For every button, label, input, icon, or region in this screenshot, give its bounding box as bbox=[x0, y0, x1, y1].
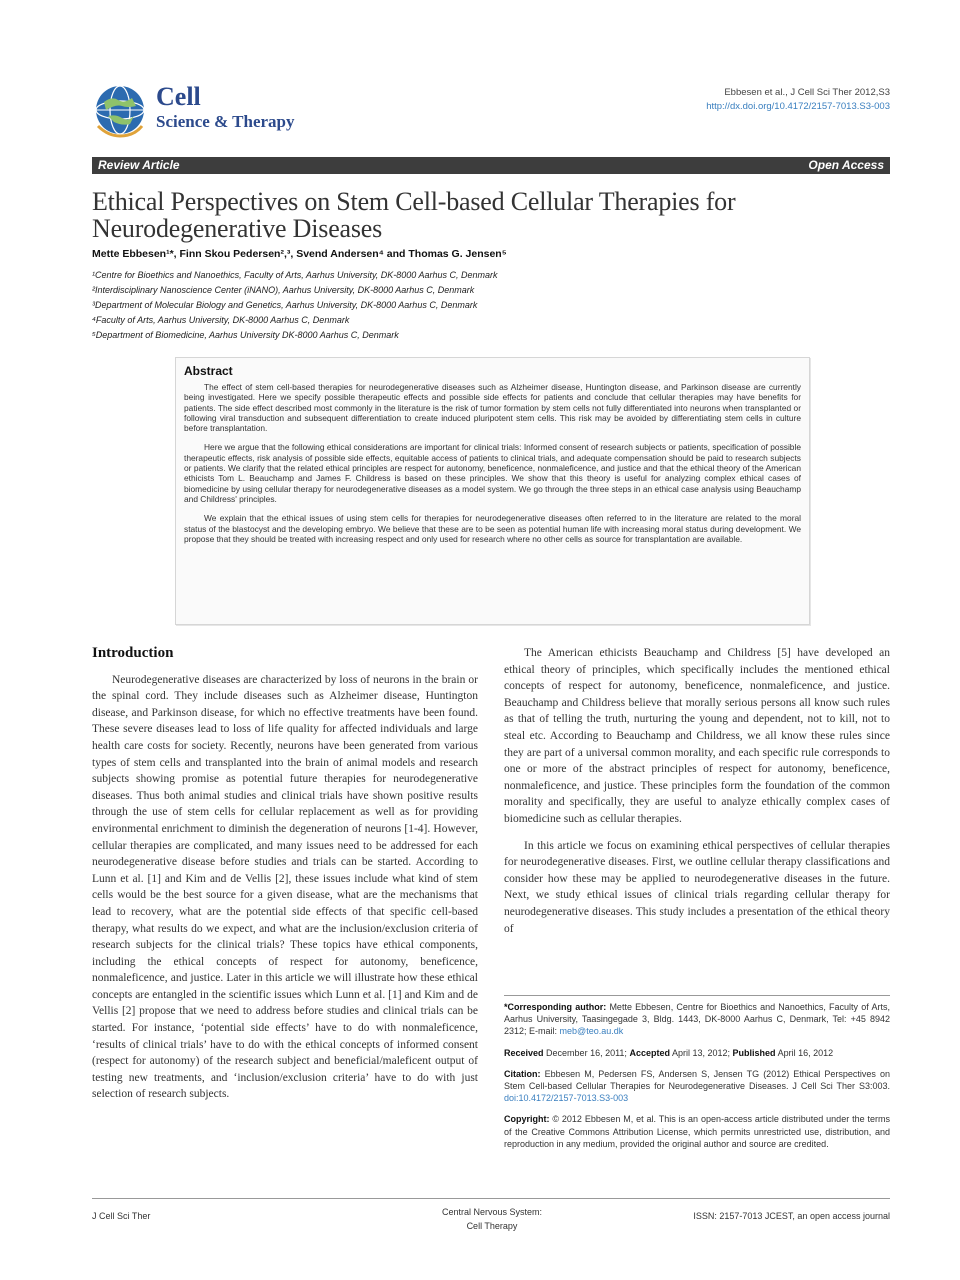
abstract-paragraph: We explain that the ethical issues of using stem cells for therapies for neurodegenerative diseases often referred to in the literature are related to the moral status of the blastocyst and the developing embryo. We believe that these are to be seen as potential human life with increasing moral status during development. We propose that they should be treated with increasing respect and only used for research where no other cells as source for transplantation are available. bbox=[184, 513, 801, 544]
journal-subtitle: Science & Therapy bbox=[156, 112, 295, 131]
abstract-heading: Abstract bbox=[184, 364, 233, 378]
abstract-box bbox=[175, 357, 810, 625]
affiliation-item: ¹Centre for Bioethics and Nanoethics, Faculty of Arts, Aarhus University, DK-8000 Aarhus C, Denmark bbox=[92, 270, 498, 280]
introduction-heading: Introduction bbox=[92, 645, 174, 661]
footnote-divider bbox=[504, 995, 890, 996]
citation-short: Ebbesen et al., J Cell Sci Ther 2012,S3 bbox=[724, 87, 890, 98]
copyright-note bbox=[504, 1113, 890, 1150]
header-citation bbox=[706, 86, 890, 114]
body-column-right bbox=[504, 645, 890, 937]
doi-link[interactable]: http://dx.doi.org/10.4172/2157-7013.S3-003 bbox=[706, 101, 890, 112]
copyright-text: © 2012 Ebbesen M, et al. This is an open-access article distributed under the terms of the Creative Commons Attribution License, which permits unrestricted use, distribution, and reproduction in any medium, provided the original author and source are credited. bbox=[504, 1114, 890, 1149]
citation-text: Ebbesen M, Pedersen FS, Andersen S, Jensen TG (2012) Ethical Perspectives on Stem Cell-based Cellular Therapies for Neurodegenerative Diseases. J Cell Sci Ther S3:003. bbox=[504, 1068, 890, 1092]
body-paragraph: Neurodegenerative diseases are characterized by loss of neurons in the brain or the spinal cord. They include diseases such as Alzheimer disease, Huntington disease, and Parkinson disease, for which no effective treatments have been found. These severe diseases lead to loss of life quality for affected individuals and large health care costs for society. Recently, neurons have been generated from various types of stem cells and transplanted into the brain of animal models and research subjects showing promise as potential future therapies for neurodegenerative diseases. Thus both animal studies and clinical trials have shown positive results through the use of stem cells for cellular replacement as well as for providing environmental enrichment to diminish the degeneration of neurons [1-4]. However, cellular therapies are complicated, and many issues need to be addressed for each neurodegenerative disease before studies and trials can be started. According to Lunn et al. [1] and Kim and de Vellis [2], these issues include what kind of stem cells would be the best source for a given disease, what are the mechanisms that lead to recovery, what are the potential side effects of that specific cell-based therapy, what results do we expect, and what are the inclusion/exclusion criteria of research subjects for the clinical trials? These topics have ethical components, including the ethical concepts of respect for autonomy, beneficence, nonmaleficence, and justice. Later in this article we will illustrate how these ethical concepts are entangled in the scientific issues which Lunn et al. [1] and Kim and de Vellis [2] propose that we need to address before studies and clinical trials can be started. For instance, ‘potential side effects’ have to do with nonmaleficence, ‘results of clinical trials’ have to do with the ethical concepts of informed consent (respect for autonomy) of the research subject and beneficial/maleficent output of testing new treatments, and ‘inclusion/exclusion criteria’ have to do with just selection of research subjects. bbox=[92, 673, 478, 1101]
copyright-label: Copyright: bbox=[504, 1114, 550, 1125]
footer-section bbox=[402, 1205, 582, 1233]
body-paragraph: In this article we focus on examining ethical perspectives of cellular therapies for neurodegenerative diseases. First, we outline cellular therapy classifications and consider how these may be applied to neurodegenerative diseases in the future. Next, we study ethical issues of clinical trials regarding cellular therapy for neurodegenerative diseases. This study includes a presentation of the ethical theory of bbox=[504, 839, 890, 935]
body-paragraph: The American ethicists Beauchamp and Childress [5] have developed an ethical theory of principles, which specifically includes the mentioned ethical concepts of respect for autonomy, beneficence, nonmaleficence, and justice. Beauchamp and Childress believe that morally serious persons all know such rules as that of telling the truth, nurturing the young and dependent, not to kill, not to steal etc. According to Beauchamp and Childress, we all know these rules since they are part of a universal common morality, and each specific rule corresponds to one or more of the abstract principles of respect for autonomy, beneficence, nonmaleficence, and justice. These principles form the foundation of the common morality and specifically, they are useful to analyze ethically complex cases of biomedicine such as cellular therapies. bbox=[504, 647, 890, 825]
journal-name: Cell bbox=[156, 82, 201, 111]
footer-section-line: Cell Therapy bbox=[466, 1221, 518, 1231]
article-type-banner bbox=[92, 157, 890, 174]
author-email-link[interactable]: meb@teo.au.dk bbox=[559, 1026, 624, 1037]
abstract-paragraph: The effect of stem cell-based therapies for neurodegenerative diseases such as Alzheimer disease, Huntington disease, and Parkinson disease are currently being investigated. Here we specify possible therapeutic effects and possible side effects for patients and conclude that cellular therapies may have benefits for patients. The side effect described most commonly in the literature is the risk of tumor formation by stem cells not fully differentiated into neurons when transplanted or following viral transduction and subsequent differentiation to create induced pluripotent stem cells. This risk may be avoided by differentiating stem cells in culture before transplantation. bbox=[184, 382, 801, 434]
abstract-paragraph: Here we argue that the following ethical considerations are important for clinical trials: Informed consent of research subjects or patients, specification of possible therapeutic effects, risk analysis of possible side effects, equitable access of patients to clinical trials, and adequate compensation should be paid to research subjects or patients. We clarify that the related ethical principles are respect for autonomy, beneficence, nonmaleficence, and justice and that the ethical theory of the American ethicists Tom L. Beauchamp and James F. Childress is based on these principles. We show that this theory is useful for analyzing complex ethical cases of biomedicine by using cellular therapy for neurodegenerative diseases as a model system. We go through the three steps in an ethical case analysis using Beauchamp and Childress' principles. bbox=[184, 442, 801, 504]
article-title: Ethical Perspectives on Stem Cell-based Cellular Therapies for Neurodegenerative Diseases bbox=[92, 187, 736, 243]
corresponding-author-text: Mette Ebbesen, Centre for Bioethics and Nanoethics, Faculty of Arts, Aarhus University, Taasingegade 3, Bldg. 1443, DK-8000 Aarhus C, Denmark, Tel: +45 8942 2312; E-mail: bbox=[504, 1002, 890, 1037]
page-footer bbox=[92, 1198, 890, 1231]
corresponding-author-note bbox=[504, 1001, 890, 1038]
footnote-box bbox=[504, 995, 890, 1159]
affiliation-item: ²Interdisciplinary Nanoscience Center (iNANO), Aarhus University, DK-8000 Aarhus C, Denmark bbox=[92, 285, 475, 295]
accepted-date: April 13, 2012; bbox=[671, 1047, 731, 1058]
received-date: December 16, 2011; bbox=[546, 1047, 627, 1058]
footer-section-line: Central Nervous System: bbox=[441, 1207, 543, 1217]
accepted-label: Accepted bbox=[629, 1047, 670, 1058]
citation-note bbox=[504, 1068, 890, 1105]
citation-doi-link[interactable]: doi:10.4172/2157-7013.S3-003 bbox=[504, 1093, 629, 1104]
citation-label: Citation: bbox=[504, 1068, 541, 1079]
open-access-label: Open Access bbox=[808, 158, 884, 172]
affiliation-list bbox=[92, 268, 498, 343]
footer-journal: J Cell Sci Ther bbox=[92, 1211, 151, 1221]
published-date: April 16, 2012 bbox=[777, 1047, 834, 1058]
footer-issn: ISSN: 2157-7013 JCEST, an open access journal bbox=[693, 1211, 890, 1221]
globe-logo-icon bbox=[92, 82, 148, 138]
affiliation-item: ³Department of Molecular Biology and Genetics, Aarhus University, DK-8000 Aarhus C, Denmark bbox=[92, 300, 478, 310]
published-label: Published bbox=[732, 1047, 776, 1058]
body-column-left bbox=[92, 645, 478, 1103]
affiliation-item: ⁴Faculty of Arts, Aarhus University, DK-8000 Aarhus C, Denmark bbox=[92, 315, 350, 325]
dates-note bbox=[504, 1047, 890, 1059]
affiliation-item: ⁵Department of Biomedicine, Aarhus University DK-8000 Aarhus C, Denmark bbox=[92, 330, 399, 340]
author-list: Mette Ebbesen¹*, Finn Skou Pedersen²,³, Svend Andersen⁴ and Thomas G. Jensen⁵ bbox=[92, 248, 507, 260]
received-label: Received bbox=[504, 1047, 544, 1058]
journal-logo bbox=[92, 80, 322, 140]
article-type-label: Review Article bbox=[98, 158, 180, 172]
corresponding-author-label: *Corresponding author: bbox=[504, 1002, 607, 1012]
